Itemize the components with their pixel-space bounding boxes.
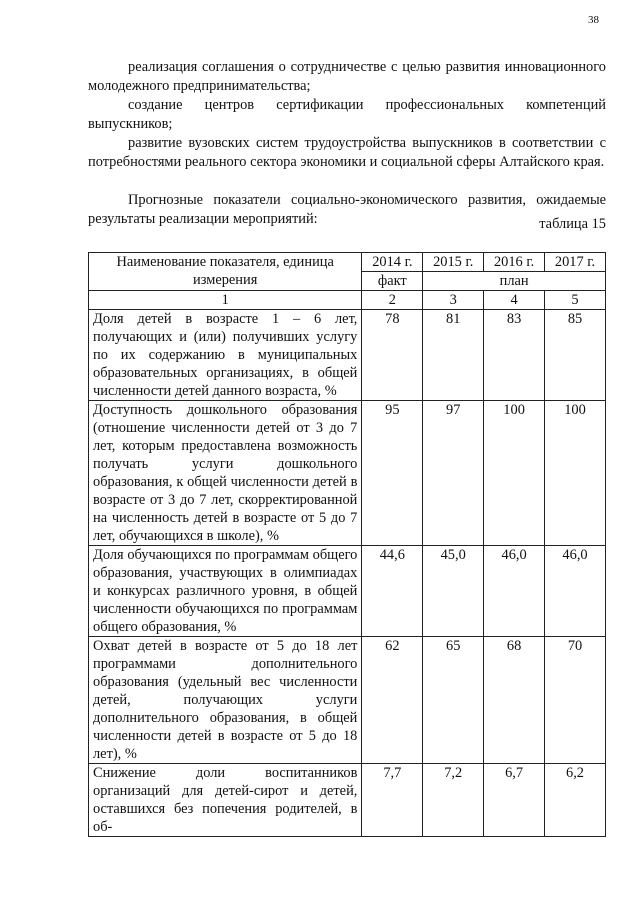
- indicator-name: Снижение доли воспитанников организаций для детей-сирот и детей, оставшихся без попечения родителей, в об-: [89, 764, 362, 837]
- value-2015: 45,0: [423, 546, 484, 637]
- table-row: [89, 637, 606, 764]
- value-2015: 97: [423, 401, 484, 546]
- table-row: [89, 546, 606, 637]
- header-plan: план: [423, 272, 606, 291]
- indicators-table: [88, 252, 606, 837]
- value-2014: 7,7: [362, 764, 423, 837]
- value-2015: 7,2: [423, 764, 484, 837]
- header-year-2016: 2016 г.: [484, 253, 545, 272]
- column-number: 2: [362, 291, 423, 310]
- value-2017: 70: [545, 637, 606, 764]
- column-number: 5: [545, 291, 606, 310]
- column-number: 3: [423, 291, 484, 310]
- header-year-2015: 2015 г.: [423, 253, 484, 272]
- value-2014: 95: [362, 401, 423, 546]
- table-header-row: [89, 253, 606, 272]
- value-2016: 46,0: [484, 546, 545, 637]
- value-2016: 68: [484, 637, 545, 764]
- value-2015: 65: [423, 637, 484, 764]
- column-number: 4: [484, 291, 545, 310]
- header-year-2014: 2014 г.: [362, 253, 423, 272]
- value-2015: 81: [423, 310, 484, 401]
- header-fact: факт: [362, 272, 423, 291]
- value-2014: 44,6: [362, 546, 423, 637]
- table-row: [89, 310, 606, 401]
- value-2017: 100: [545, 401, 606, 546]
- indicator-name: Доля детей в возрасте 1 – 6 лет, получающих и (или) получивших услугу по их содержанию в муниципальных образовательных организациях, в общей численности детей данного возраста, %: [89, 310, 362, 401]
- value-2014: 62: [362, 637, 423, 764]
- paragraph-certification: создание центров сертификации профессиональных компетенций выпускников;: [88, 97, 606, 132]
- paragraph-employment: развитие вузовских систем трудоустройства выпускников в соответствии с потребностями реального сектора экономики и социальной сферы Алтайского края.: [88, 135, 606, 170]
- paragraph-forecast-intro: Прогнозные показатели социально-экономического развития, ожидаемые результаты реализации мероприятий:: [88, 192, 606, 227]
- paragraph-innovation: реализация соглашения о сотрудничестве с целью развития инновационного молодежного предпринимательства;: [88, 59, 606, 94]
- header-year-2017: 2017 г.: [545, 253, 606, 272]
- indicator-name: Доступность дошкольного образования (отношение численности детей от 3 до 7 лет, которым предоставлена возможность получать услуги дошкольного образования, к общей численности детей в возрасте от 3 до 7 лет, скорректированной на численность детей в возрасте от 5 до 7 лет, обучающихся в школе), %: [89, 401, 362, 546]
- column-number: 1: [89, 291, 362, 310]
- header-indicator-name: Наименование показателя, единица измерения: [89, 253, 362, 291]
- table-row: [89, 401, 606, 546]
- table-caption: таблица 15: [539, 216, 606, 232]
- value-2017: 6,2: [545, 764, 606, 837]
- value-2014: 78: [362, 310, 423, 401]
- indicator-name: Доля обучающихся по программам общего образования, участвующих в олимпиадах и конкурсах различного уровня, в общей численности обучающихся по программам общего образования, %: [89, 546, 362, 637]
- value-2017: 85: [545, 310, 606, 401]
- page-number: 38: [588, 14, 599, 26]
- indicator-name: Охват детей в возрасте от 5 до 18 лет программами дополнительного образования (удельный вес численности детей, получающих услуги дополнительного образования, в общей численности детей в возрасте от 5 до 18 лет), %: [89, 637, 362, 764]
- value-2016: 100: [484, 401, 545, 546]
- value-2016: 83: [484, 310, 545, 401]
- value-2017: 46,0: [545, 546, 606, 637]
- value-2016: 6,7: [484, 764, 545, 837]
- table-row: [89, 764, 606, 837]
- table-numbering-row: [89, 291, 606, 310]
